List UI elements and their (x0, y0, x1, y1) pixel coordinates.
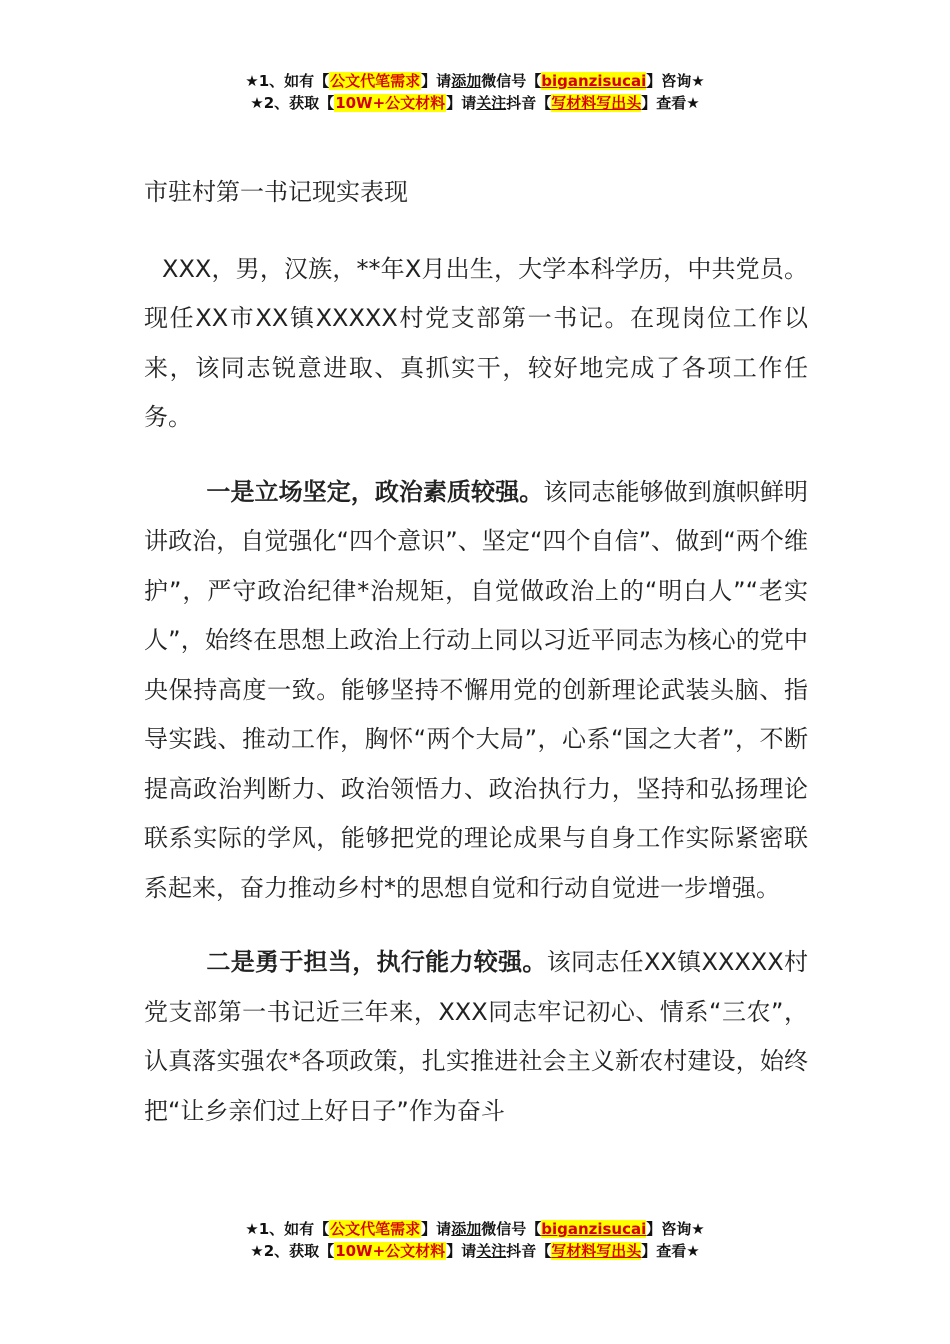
banner-line-2 (0, 92, 950, 114)
section-1-paragraph (144, 468, 808, 914)
douyin-account-link[interactable]: 写材料写出头 (551, 1242, 642, 1260)
banner-text: 关注 (476, 1242, 507, 1260)
banner-text: 】请 (446, 94, 477, 112)
banner-text: 】查看★ (641, 1242, 700, 1260)
banner-text: 微信号【 (481, 1220, 542, 1238)
section-1-text: 该同志能够做到旗帜鲜明讲政治，自觉强化“四个意识”、坚定“四个自信”、做到“两个维护”，严守政治纪律*治规矩，自觉做政治上的“明白人”“老实人”，始终在思想上政治上行动上同以习近平同志为核心的党中央保持高度一致。能够坚持不懈用党的创新理论武装头脑、指导实践、推动工作，胸怀“两个大局”，心系“国之大者”，不断提高政治判断力、政治领悟力、政治执行力，坚持和弘扬理论联系实际的学风，能够把党的理论成果与自身工作实际紧密联系起来，奋力推动乡村*的思想自觉和行动自觉进一步增强。 (144, 477, 809, 902)
banner-text: ★2、获取【 (250, 94, 335, 112)
banner-text: 】请 (446, 1242, 477, 1260)
banner-text: 微信号【 (481, 72, 542, 90)
section-1-heading: 一是立场坚定，政治素质较强。 (206, 477, 544, 506)
header-banner (0, 70, 950, 114)
section-2-paragraph (144, 938, 808, 1136)
banner-text: 】查看★ (641, 94, 700, 112)
banner-line-1 (0, 70, 950, 92)
banner-text: 添加 (451, 72, 482, 90)
wechat-id-link[interactable]: biganzisucai (541, 72, 647, 90)
highlight-ghostwriting: 公文代笔需求 (330, 72, 421, 90)
document-title: 市驻村第一书记现实表现 (144, 178, 408, 206)
banner-text: 关注 (476, 94, 507, 112)
banner-text: ★2、获取【 (250, 1242, 335, 1260)
highlight-materials: 10W+公文材料 (335, 1242, 446, 1260)
section-2-text: 该同志任XX镇XXXXX村党支部第一书记近三年来，XXX同志牢记初心、情系“三农”，认真落实强农*各项政策，扎实推进社会主义新农村建设，始终把“让乡亲们过上好日子”作为奋斗 (144, 948, 808, 1125)
section-2-heading: 二是勇于担当，执行能力较强。 (206, 948, 547, 976)
highlight-ghostwriting: 公文代笔需求 (330, 1220, 421, 1238)
banner-text: ★1、如有【 (245, 72, 330, 90)
banner-line-2 (0, 1240, 950, 1262)
highlight-materials: 10W+公文材料 (335, 94, 446, 112)
banner-text: 】咨询★ (646, 72, 705, 90)
douyin-account-link[interactable]: 写材料写出头 (551, 94, 642, 112)
banner-text: 】咨询★ (646, 1220, 705, 1238)
banner-line-1 (0, 1218, 950, 1240)
document-body (144, 168, 808, 1161)
banner-text: 添加 (451, 1220, 482, 1238)
banner-text: ★1、如有【 (245, 1220, 330, 1238)
intro-paragraph: XXX，男，汉族，**年X月出生，大学本科学历，中共党员。现任XX市XX镇XXXXX村党支部第一书记。在现岗位工作以来，该同志锐意进取、真抓实干，较好地完成了各项工作任务。 (144, 254, 808, 431)
footer-banner (0, 1218, 950, 1262)
banner-text: 】请 (421, 72, 452, 90)
banner-text: 抖音【 (506, 1242, 552, 1260)
banner-text: 抖音【 (506, 94, 552, 112)
wechat-id-link[interactable]: biganzisucai (541, 1220, 647, 1238)
banner-text: 】请 (421, 1220, 452, 1238)
